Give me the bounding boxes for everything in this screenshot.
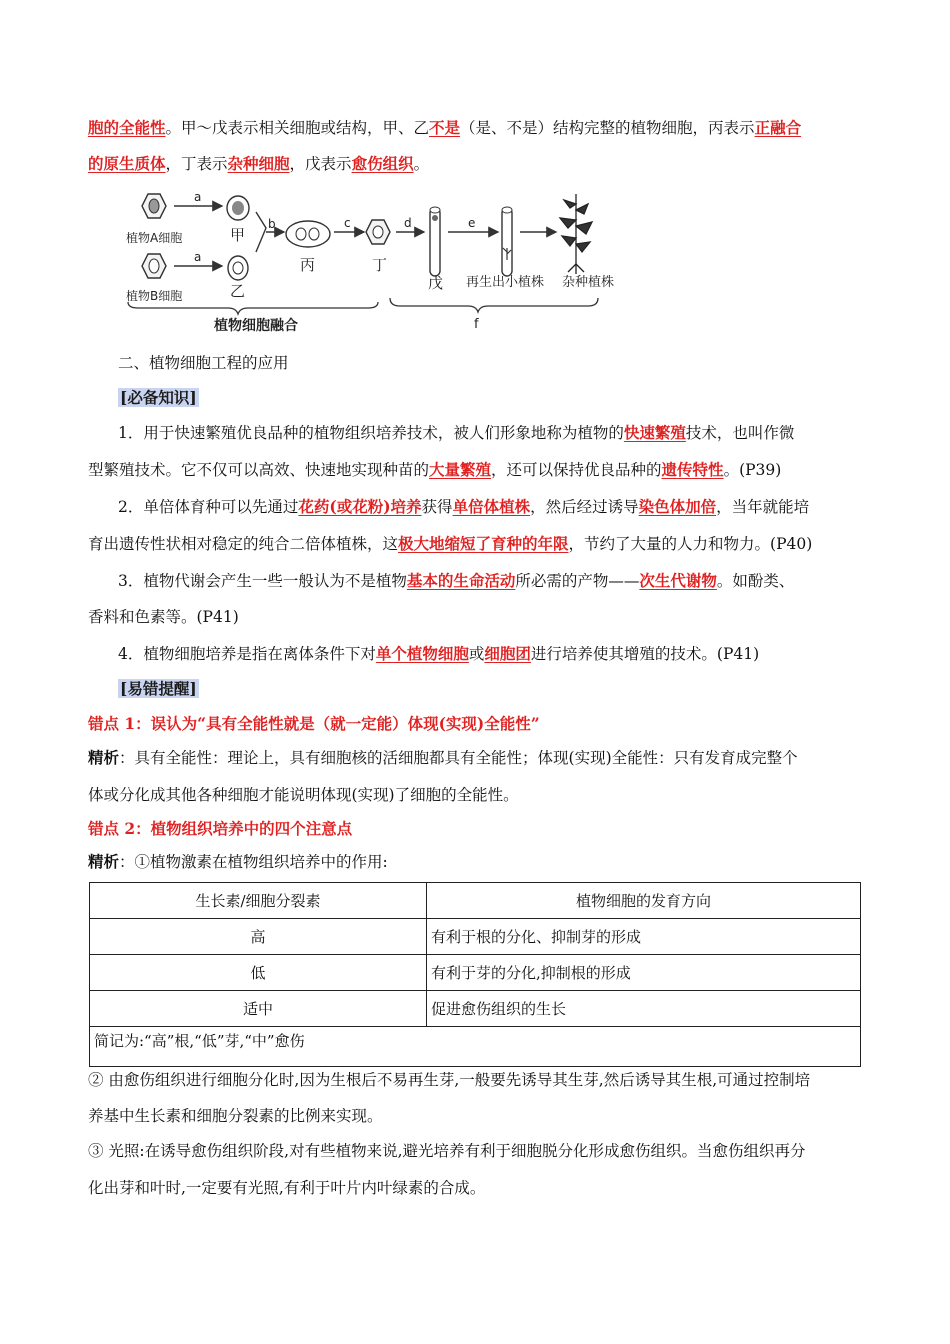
- label-hybrid-plant: 杂种植株: [562, 275, 615, 290]
- label-d: d: [404, 216, 412, 230]
- tag-label: [必备知识]: [120, 388, 197, 407]
- label-b: b: [268, 217, 276, 231]
- label-cell-b: 植物B细胞: [126, 289, 183, 303]
- analysis-label: 精析: [88, 852, 120, 871]
- p3-line-2: 香料和色素等。(P41): [88, 608, 239, 626]
- point-2-line-1: ② 由愈伤组织进行细胞分化时,因为生根后不易再生芽,一般要先诱导其生芽,然后诱导其生根,可通过控制培: [88, 1071, 811, 1089]
- label-cell-a: 植物A细胞: [126, 231, 183, 245]
- p2-text: ，然后经过诱导: [530, 498, 639, 516]
- answer-totipotency: 胞的全能性: [88, 118, 166, 137]
- answer-haploid-plant: 单倍体植株: [452, 497, 531, 516]
- point-3-line-1: ③ 光照:在诱导愈伤组织阶段,对有些植物来说,避光培养有利于细胞脱分化形成愈伤组织。当愈伤组织再分: [88, 1142, 806, 1160]
- p2-line-1: [118, 496, 863, 518]
- plantlet-tube-icon: [502, 207, 512, 276]
- label-bing: 丙: [300, 256, 316, 274]
- p1-text: 。(P39): [723, 461, 782, 479]
- p1-line-1: [118, 422, 863, 444]
- intro-line-1: [88, 117, 863, 139]
- tag-label: [易错提醒]: [120, 679, 197, 698]
- p3-line-1: [118, 570, 863, 592]
- intro-text: ，丁表示: [165, 155, 228, 173]
- label-c: c: [344, 216, 351, 230]
- protoplast-yi-icon: [228, 256, 248, 280]
- p4-line: [118, 643, 863, 665]
- intro-text: （是、不是）结构完整的植物细胞，丙表示: [460, 119, 755, 137]
- table-header-direction: 植物细胞的发育方向: [427, 883, 861, 919]
- intro-text: 。: [413, 155, 430, 173]
- p4-text: 4．植物细胞培养是指在离体条件下对: [118, 645, 376, 663]
- table-row: [90, 991, 861, 1027]
- answer-mass-propagation: 大量繁殖: [429, 460, 492, 479]
- label-f: f: [474, 317, 479, 332]
- intro-line-2: [88, 153, 863, 175]
- label-jia: 甲: [230, 226, 246, 244]
- intro-text: 。甲～戊表示相关细胞或结构，甲、乙: [165, 119, 430, 137]
- label-yi: 乙: [230, 282, 246, 300]
- analysis-text: ：具有全能性：理论上，具有细胞核的活细胞都具有全能性；体现(实现)全能性：只有发育成完整个: [119, 749, 798, 767]
- tag-common-errors: [118, 678, 863, 700]
- table-row: [90, 955, 861, 991]
- protoplast-jia-icon: [227, 196, 249, 220]
- analysis-text: ：①植物激素在植物组织培养中的作用:: [119, 853, 388, 871]
- point-2-line-2: 养基中生长素和细胞分裂素的比例来实现。: [88, 1107, 383, 1125]
- answer-chromosome-doubling: 染色体加倍: [638, 497, 717, 516]
- table-note: 简记为:“高”根,“低”芽,“中”愈伤: [90, 1027, 861, 1067]
- label-a2: a: [194, 250, 202, 264]
- answer-basic-life-activity: 基本的生命活动: [406, 571, 516, 590]
- callus-tube-wu-icon: [430, 207, 440, 276]
- table-cell: 高: [90, 919, 427, 955]
- label-fusion: 植物细胞融合: [214, 318, 298, 334]
- answer-anther-culture: 花药(或花粉)培养: [298, 497, 422, 516]
- answer-single-cell: 单个植物细胞: [375, 644, 469, 663]
- answer-shorten-breeding: 极大地缩短了育种的年限: [398, 534, 569, 553]
- answer-rapid-propagation: 快速繁殖: [623, 423, 686, 442]
- label-regen: 再生出小植株: [466, 275, 545, 290]
- answer-secondary-metabolite: 次生代谢物: [639, 571, 717, 590]
- table-header-ratio: 生长素/细胞分裂素: [90, 883, 427, 919]
- plant-cell-b-icon: [142, 254, 166, 278]
- intro-text: ，戊表示: [289, 155, 352, 173]
- p2-text: ，当年就能培: [716, 498, 810, 516]
- answer-protoplast: 的原生质体: [88, 154, 166, 173]
- hybrid-plant-icon: [560, 194, 592, 274]
- p2-text: 2．单倍体育种可以先通过: [118, 498, 299, 516]
- table-cell: 适中: [90, 991, 427, 1027]
- p2-text: 获得: [421, 498, 453, 516]
- label-e: e: [468, 216, 476, 230]
- table-header-row: [90, 883, 861, 919]
- p1-text: 型繁殖技术。它不仅可以高效、快速地实现种苗的: [88, 461, 430, 479]
- error-1-analysis-line-1: [88, 747, 863, 769]
- error-point-2: 错点 2：植物组织培养中的四个注意点: [88, 819, 353, 838]
- section-heading: 二、植物细胞工程的应用: [118, 354, 289, 372]
- table-cell: 低: [90, 955, 427, 991]
- p2-text: 育出遗传性状相对稳定的纯合二倍体植株，这: [88, 535, 399, 553]
- plant-cell-a-icon: [142, 194, 166, 218]
- p3-text: 所必需的产物——: [515, 572, 640, 590]
- p3-text: 。如酚类、: [716, 572, 795, 590]
- point-3-line-2: 化出芽和叶时,一定要有光照,有利于叶片内叶绿素的合成。: [88, 1179, 486, 1197]
- label-a1: a: [194, 190, 202, 204]
- answer-cell-cluster: 细胞团: [484, 644, 531, 663]
- hybrid-cell-ding-icon: [366, 220, 390, 244]
- label-ding: 丁: [372, 256, 388, 274]
- table-cell: 促进愈伤组织的生长: [427, 991, 861, 1027]
- error-point-1: 错点 1：误认为“具有全能性就是（就一定能）体现(实现)全能性”: [88, 714, 540, 733]
- table-cell: 有利于芽的分化,抑制根的形成: [427, 955, 861, 991]
- p2-line-2: [88, 533, 863, 555]
- fused-protoplast-bing-icon: [286, 221, 330, 247]
- answer-hybrid-cell: 杂种细胞: [227, 154, 290, 173]
- table-cell: 有利于根的分化、抑制芽的形成: [427, 919, 861, 955]
- table-row: [90, 919, 861, 955]
- analysis-label: 精析: [88, 748, 120, 767]
- answer-fusing: 正融合: [754, 118, 802, 137]
- p4-text: 进行培养使其增殖的技术。(P41): [530, 645, 760, 663]
- p2-text: ，节约了大量的人力和物力。(P40): [568, 535, 813, 553]
- label-wu: 戊: [428, 274, 444, 292]
- p3-text: 3．植物代谢会产生一些一般认为不是植物: [118, 572, 407, 590]
- answer-callus: 愈伤组织: [351, 154, 414, 173]
- p1-text: ，还可以保持优良品种的: [491, 461, 662, 479]
- hormone-ratio-table: [89, 882, 861, 1067]
- p4-text: 或: [468, 645, 485, 663]
- p1-line-2: [88, 459, 863, 481]
- answer-not: 不是: [429, 118, 461, 137]
- p1-text: 技术，也叫作微: [685, 424, 795, 442]
- error-1-analysis-line-2: 体或分化成其他各种细胞才能说明体现(实现)了细胞的全能性。: [88, 786, 519, 804]
- table-note-row: [90, 1027, 861, 1067]
- tag-essential-knowledge: [118, 387, 863, 409]
- somatic-hybridization-diagram: [118, 188, 638, 340]
- p1-text: 1．用于快速繁殖优良品种的植物组织培养技术，被人们形象地称为植物的: [118, 424, 624, 442]
- error-2-analysis: [88, 851, 863, 873]
- answer-genetic-traits: 遗传特性: [661, 460, 724, 479]
